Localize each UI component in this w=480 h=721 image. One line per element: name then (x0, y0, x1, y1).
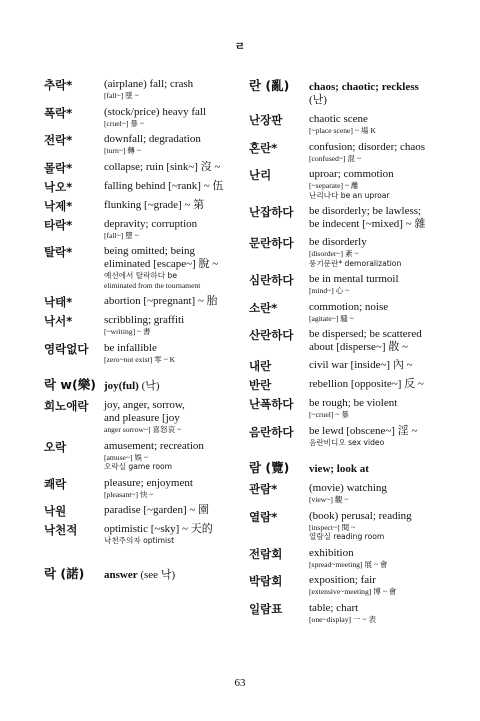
definition-line: be dispersed; be scattered (309, 328, 422, 340)
etymology-line: [confused~] 混 ~ (309, 153, 362, 163)
etymology-line: [inspect~] 閱 ~ (309, 522, 356, 532)
dictionary-entry (44, 245, 232, 290)
entry-definition (309, 482, 449, 505)
dictionary-entry (44, 342, 232, 365)
etymology-line: eliminated from the tournament (104, 280, 201, 290)
etymology-line: [spread~meeting] 展 ~ 會 (309, 559, 388, 569)
entry-headword: 문란하다 (249, 236, 294, 250)
etymology-line: [disorder~] 紊 ~ (309, 249, 359, 258)
definition-line: collapse; ruin [sink~] 沒 ~ (104, 160, 221, 173)
etymology-line: [~cruel] ~ 暴 (309, 410, 349, 419)
entry-definition (309, 328, 449, 354)
entry-headword: 영락없다 (44, 341, 89, 356)
entry-headword: 낙천적 (44, 523, 78, 537)
section-headword: 란 (亂) (249, 78, 290, 93)
section-heading-chaos (249, 78, 449, 107)
dictionary-entry (44, 504, 232, 518)
dictionary-entry (249, 273, 449, 296)
entry-definition (104, 523, 232, 546)
dictionary-entry (44, 399, 232, 435)
entry-definition (104, 199, 232, 213)
example-line: 풍기문란* demoralization (309, 258, 402, 268)
entry-headword: 희노애락 (44, 399, 89, 413)
dictionary-entry (44, 477, 232, 500)
entry-definition (104, 504, 232, 518)
entry-headword: 일람표 (249, 601, 283, 616)
dictionary-entry (44, 218, 232, 241)
page-number: 63 (234, 677, 246, 689)
entry-definition (309, 273, 449, 296)
definition-line: eliminated [escape~] 脫 ~ (104, 258, 219, 270)
entry-list (249, 482, 449, 624)
entry-headword: 난장판 (249, 113, 283, 127)
entry-definition (309, 113, 449, 136)
dictionary-entry (249, 328, 449, 354)
definition-line: be rough; be violent (309, 397, 398, 409)
dictionary-entry (44, 78, 232, 101)
definition-line: and pleasure [joy (104, 412, 180, 424)
definition-line: (book) perusal; reading (309, 509, 412, 522)
entry-definition (309, 574, 449, 597)
definition-line: be disorderly; be lawless; (309, 205, 422, 217)
definition-line: flunking [~grade] ~ 第 (104, 198, 205, 211)
dictionary-entry (249, 510, 449, 542)
entry-definition (309, 547, 449, 570)
example-line: 오락실 game room (104, 462, 173, 471)
dictionary-entry (44, 133, 232, 156)
entry-headword: 소란* (249, 300, 278, 315)
entry-definition (104, 78, 232, 101)
entry-definition (309, 510, 449, 542)
etymology-line: [fall~] 墮 ~ (104, 230, 139, 240)
definition-line: scribbling; graffiti (104, 314, 185, 326)
definition-line: exposition; fair (309, 574, 376, 586)
dictionary-entry (44, 314, 232, 337)
entry-definition (104, 245, 232, 290)
entry-headword: 박람회 (249, 574, 283, 588)
entry-headword: 혼란* (249, 140, 278, 155)
entry-headword: 몰락* (44, 160, 73, 175)
entry-headword: 난잡하다 (249, 205, 294, 219)
section-definition: view; look at (309, 463, 369, 475)
definition-line: (movie) watching (309, 482, 387, 494)
entry-definition (104, 161, 232, 175)
dictionary-entry (44, 199, 232, 213)
entry-headword: 심란하다 (249, 273, 294, 287)
etymology-line: [pleasant~] 快 ~ (104, 489, 154, 499)
etymology-line: [turn~] 轉 ~ (104, 146, 141, 155)
entry-headword: 전람회 (249, 546, 283, 561)
dictionary-entry (44, 180, 232, 194)
definition-line: falling behind [~rank] ~ 伍 (104, 179, 224, 192)
etymology-line: [cruel~] 暴 ~ (104, 118, 144, 128)
definition-line: be infallible (104, 341, 157, 354)
entry-headword: 쾌락 (44, 476, 67, 491)
entry-definition (309, 397, 449, 420)
entry-headword: 음란하다 (249, 424, 294, 439)
section-headword: 락 w(樂) (44, 377, 96, 392)
entry-headword: 낙태* (44, 295, 73, 309)
dictionary-entry (44, 161, 232, 175)
definition-line: abortion [~pregnant] ~ 胎 (104, 295, 218, 307)
section-headword: 락 (諾) (44, 565, 85, 581)
entry-definition (309, 236, 449, 268)
entry-headword: 낙제* (44, 198, 73, 213)
etymology-line: [fall~] 墜 ~ (104, 91, 139, 100)
dictionary-entry (44, 523, 232, 546)
entry-list (44, 78, 232, 364)
definition-line: uproar; commotion (309, 168, 394, 180)
dictionary-entry (249, 397, 449, 420)
entry-definition (309, 301, 449, 324)
dictionary-entry (249, 574, 449, 597)
page-header: ㄹ (234, 40, 246, 53)
definition-line: depravity; corruption (104, 217, 198, 230)
dictionary-entry (249, 301, 449, 324)
definition-line: confusion; disorder; chaos (309, 140, 426, 153)
definition-line: be lewd [obscene~] 淫 ~ (309, 424, 418, 437)
dictionary-entry (249, 141, 449, 164)
entry-definition (104, 440, 232, 472)
definition-line: rebellion [opposite~] 反 ~ (309, 378, 424, 390)
example-line: 열람실 reading room (309, 532, 385, 541)
etymology-line: [mind~] 心 ~ (309, 286, 350, 295)
entry-definition (104, 218, 232, 241)
entry-definition (104, 314, 232, 337)
entry-definition (309, 205, 449, 231)
etymology-line: [agitate~] 騷 ~ (309, 313, 354, 323)
definition-line: be disorderly (309, 236, 367, 248)
definition-line: chaotic scene (309, 113, 368, 125)
etymology-line: anger sorrow~] 喜怒哀 ~ (104, 425, 182, 434)
entry-definition (104, 399, 232, 435)
dictionary-entry (44, 440, 232, 472)
left-column (44, 78, 232, 588)
dictionary-entry (249, 547, 449, 570)
definition-line: joy, anger, sorrow, (104, 399, 185, 411)
definition-line: civil war [inside~] 內 ~ (309, 359, 413, 371)
entry-headword: 내란 (249, 359, 272, 373)
entry-headword: 폭락* (44, 105, 73, 120)
entry-definition (104, 133, 232, 156)
entry-definition (309, 141, 449, 164)
definition-line: paradise [~garden] ~ 園 (104, 504, 210, 516)
entry-headword: 난폭하다 (249, 397, 294, 411)
etymology-line: [view~] 觀 ~ (309, 495, 349, 504)
dictionary-entry (249, 482, 449, 505)
definition-line: optimistic [~sky] ~ 天的 (104, 523, 213, 535)
etymology-line: [extensive~meeting] 博 ~ 會 (309, 587, 397, 596)
etymology-line: [~writing] ~ 書 (104, 327, 151, 336)
entry-headword: 낙원 (44, 504, 67, 518)
definition-line: (airplane) fall; crash (104, 78, 194, 90)
definition-line: downfall; degradation (104, 133, 201, 145)
section-heading-view (249, 460, 449, 476)
dictionary-entry (44, 106, 232, 129)
section-definition: answer (see 낙) (104, 568, 176, 581)
definition-line: table; chart (309, 601, 359, 614)
definition-line: exhibition (309, 546, 354, 559)
example-line: 음란비디오 sex video (309, 437, 385, 447)
entry-definition (309, 168, 449, 200)
etymology-line: [~place scene] ~ 場 K (309, 126, 376, 135)
entry-headword: 관람* (249, 482, 278, 496)
section-definition: chaos; chaotic; reckless (난) (309, 81, 419, 106)
entry-headword: 반란 (249, 378, 272, 392)
entry-headword: 열람* (249, 509, 278, 524)
dictionary-entry (249, 236, 449, 268)
entry-definition (104, 180, 232, 194)
entry-headword: 추락* (44, 78, 73, 92)
definition-line: amusement; recreation (104, 439, 204, 452)
dictionary-entry (249, 359, 449, 373)
example-line: 난리나다 be an uproar (309, 190, 390, 200)
entry-definition (104, 477, 232, 500)
entry-headword: 오락 (44, 439, 67, 454)
entry-list (44, 399, 232, 546)
dictionary-entry (249, 425, 449, 448)
entry-list (249, 113, 449, 447)
definition-line: (stock/price) heavy fall (104, 105, 207, 118)
dictionary-entry (249, 602, 449, 625)
entry-headword: 전락* (44, 133, 73, 147)
dictionary-entry (44, 295, 232, 309)
entry-definition (104, 106, 232, 129)
section-heading-joy (44, 377, 232, 393)
entry-headword: 난리 (249, 168, 272, 182)
section-heading-answer (44, 566, 232, 582)
etymology-line: [~separate] ~ 離 (309, 181, 359, 190)
example-line: 낙천주의자 optimist (104, 536, 175, 545)
dictionary-entry (249, 113, 449, 136)
definition-line: pleasure; enjoyment (104, 476, 193, 489)
dictionary-entry (249, 168, 449, 200)
dictionary-entry (249, 378, 449, 392)
section-headword: 람 (覽) (249, 460, 290, 475)
entry-headword: 타락* (44, 217, 73, 232)
entry-headword: 낙서* (44, 314, 73, 328)
definition-line: commotion; noise (309, 300, 389, 313)
etymology-line: [zero~not exist] 零 ~ K (104, 354, 176, 364)
definition-line: being omitted; being (104, 245, 196, 257)
entry-headword: 산란하다 (249, 328, 294, 342)
entry-definition (309, 602, 449, 625)
entry-headword: 탈락* (44, 245, 73, 259)
definition-line: be in mental turmoil (309, 273, 399, 285)
entry-definition (309, 359, 449, 373)
definition-line: be indecent [~mixed] ~ 雜 (309, 218, 426, 230)
section-definition: joy(ful) (낙) (104, 380, 160, 392)
entry-headword: 낙오* (44, 179, 73, 194)
example-line: 예선에서 탈락하다 be (104, 271, 178, 280)
dictionary-entry (249, 205, 449, 231)
entry-definition (309, 425, 449, 448)
etymology-line: [amuse~] 娛 ~ (104, 452, 149, 462)
definition-line: about [disperse~] 散 ~ (309, 341, 408, 353)
etymology-line: [one~display] 一 ~ 表 (309, 614, 377, 624)
right-column (249, 78, 449, 629)
entry-definition (104, 295, 232, 309)
entry-definition (309, 378, 449, 392)
entry-definition (104, 342, 232, 365)
